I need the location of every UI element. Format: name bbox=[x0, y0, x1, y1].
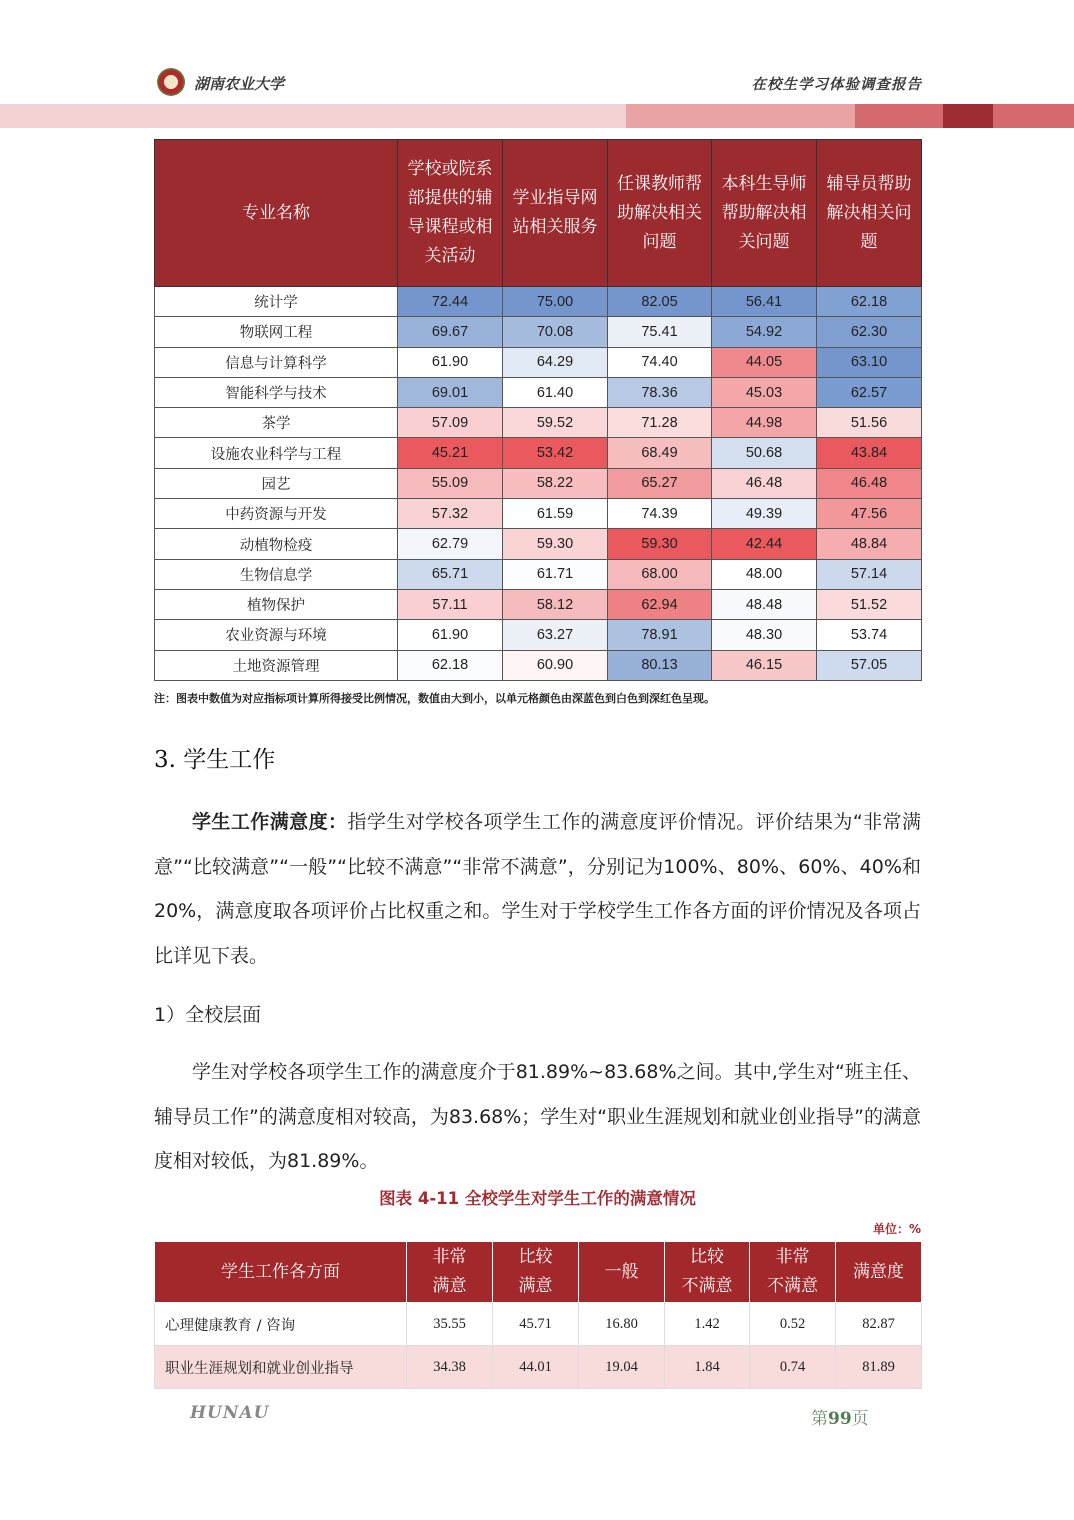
heat-cell: 45.03 bbox=[712, 377, 817, 407]
page-header bbox=[0, 0, 1074, 130]
heat-cell: 65.71 bbox=[398, 559, 503, 589]
row-label: 生物信息学 bbox=[155, 559, 398, 589]
table-row bbox=[155, 620, 922, 650]
heat-cell: 59.30 bbox=[608, 529, 712, 559]
column-header-line: 不满意 bbox=[767, 1276, 818, 1296]
header-band bbox=[0, 104, 626, 128]
heat-cell: 54.92 bbox=[712, 317, 817, 347]
row-label: 信息与计算科学 bbox=[155, 347, 398, 377]
table-row bbox=[155, 347, 922, 377]
column-header: 任课教师帮助解决相关问题 bbox=[608, 140, 712, 287]
heat-cell: 51.56 bbox=[817, 408, 922, 438]
heat-cell: 68.00 bbox=[608, 559, 712, 589]
column-header-line: 比较 bbox=[518, 1247, 553, 1267]
heat-cell: 62.18 bbox=[398, 650, 503, 680]
column-header: 专业名称 bbox=[155, 140, 398, 287]
table-row bbox=[155, 1303, 922, 1346]
column-header-line: 比较 bbox=[690, 1247, 724, 1267]
row-label: 职业生涯规划和就业创业指导 bbox=[155, 1346, 407, 1389]
heat-cell: 68.49 bbox=[608, 438, 712, 468]
table-header-row bbox=[155, 140, 922, 287]
heat-cell: 62.18 bbox=[817, 287, 922, 317]
definition-text: 指学生对学校各项学生工作的满意度评价情况。评价结果为“非常满意”“比较满意”“一般”“比较不满意”“非常不满意”，分别记为100%、80%、60%、40%和20%，满意度取各项评价占比权重之和。学生对于学校学生工作各方面的评价情况及各项占比详见下表。 bbox=[154, 811, 921, 967]
header-band bbox=[626, 104, 855, 128]
heat-cell: 61.40 bbox=[503, 377, 608, 407]
table-cell: 82.87 bbox=[836, 1303, 922, 1346]
header-report-title: 在校生学习体验调查报告 bbox=[751, 77, 922, 93]
row-label: 设施农业科学与工程 bbox=[155, 438, 398, 468]
column-header: 学业指导网站相关服务 bbox=[503, 140, 608, 287]
column-header-line: 满意 bbox=[518, 1276, 553, 1296]
heat-cell: 65.27 bbox=[608, 468, 712, 498]
table-row bbox=[155, 650, 922, 680]
table-caption: 图表 4-11 全校学生对学生工作的满意情况 bbox=[379, 1189, 696, 1208]
heat-cell: 48.00 bbox=[712, 559, 817, 589]
heat-cell: 63.27 bbox=[503, 620, 608, 650]
heat-cell: 51.52 bbox=[817, 589, 922, 619]
heat-cell: 61.90 bbox=[398, 347, 503, 377]
table-cell: 1.42 bbox=[665, 1303, 750, 1346]
table-row bbox=[155, 1346, 922, 1389]
heat-cell: 71.28 bbox=[608, 408, 712, 438]
heat-cell: 56.41 bbox=[712, 287, 817, 317]
heat-cell: 49.39 bbox=[712, 499, 817, 529]
heat-cell: 59.52 bbox=[503, 408, 608, 438]
university-logo-icon bbox=[157, 68, 185, 96]
page-number bbox=[811, 1404, 869, 1429]
column-header: 本科生导师帮助解决相关问题 bbox=[712, 140, 817, 287]
table-row bbox=[155, 589, 922, 619]
heat-cell: 78.91 bbox=[608, 620, 712, 650]
heat-cell: 69.01 bbox=[398, 377, 503, 407]
row-label: 植物保护 bbox=[155, 589, 398, 619]
heat-cell: 80.13 bbox=[608, 650, 712, 680]
heat-cell: 46.15 bbox=[712, 650, 817, 680]
subsection-title: 1）全校层面 bbox=[154, 1004, 262, 1026]
heat-cell: 63.10 bbox=[817, 347, 922, 377]
footer-logo-text: HUNAU bbox=[190, 1403, 270, 1423]
heat-cell: 64.29 bbox=[503, 347, 608, 377]
heat-cell: 59.30 bbox=[503, 529, 608, 559]
heat-cell: 78.36 bbox=[608, 377, 712, 407]
column-header bbox=[750, 1242, 836, 1303]
heat-cell: 48.30 bbox=[712, 620, 817, 650]
heat-cell: 47.56 bbox=[817, 499, 922, 529]
table-cell: 81.89 bbox=[836, 1346, 922, 1389]
table-row bbox=[155, 408, 922, 438]
paragraph-summary: 学生对学校各项学生工作的满意度介于81.89%~83.68%之间。其中,学生对“班主任、辅导员工作”的满意度相对较高，为83.68%；学生对“职业生涯规划和就业创业指导”的满意度相对较低，为81.89%。 bbox=[154, 1061, 921, 1172]
column-header bbox=[493, 1242, 579, 1303]
table-header-row bbox=[155, 1242, 922, 1303]
column-header: 学生工作各方面 bbox=[155, 1242, 407, 1303]
table-cell: 45.71 bbox=[493, 1303, 579, 1346]
heat-cell: 42.44 bbox=[712, 529, 817, 559]
column-header-line: 满意 bbox=[432, 1276, 467, 1296]
column-header: 学校或院系部提供的辅导课程或相关活动 bbox=[398, 140, 503, 287]
table-note: 注：图表中数值为对应指标项计算所得接受比例情况，数值由大到小，以单元格颜色由深蓝色到白色到深红色呈现。 bbox=[154, 692, 715, 705]
table-unit: 单位：% bbox=[872, 1222, 921, 1236]
heat-cell: 55.09 bbox=[398, 468, 503, 498]
major-heat-table bbox=[154, 139, 922, 681]
heat-cell: 61.71 bbox=[503, 559, 608, 589]
heat-cell: 48.48 bbox=[712, 589, 817, 619]
row-label: 土地资源管理 bbox=[155, 650, 398, 680]
heat-cell: 44.05 bbox=[712, 347, 817, 377]
table-cell: 0.52 bbox=[750, 1303, 836, 1346]
column-header-line: 非常 bbox=[775, 1247, 810, 1267]
table-row bbox=[155, 499, 922, 529]
header-band bbox=[993, 104, 1074, 128]
heat-cell: 62.79 bbox=[398, 529, 503, 559]
column-header: 一般 bbox=[579, 1242, 665, 1303]
table-row bbox=[155, 438, 922, 468]
page-suffix: 页 bbox=[851, 1409, 869, 1429]
row-label: 心理健康教育 / 咨询 bbox=[155, 1303, 407, 1346]
table-row bbox=[155, 377, 922, 407]
page-number-value: 99 bbox=[828, 1409, 852, 1429]
definition-term: 学生工作满意度： bbox=[192, 811, 348, 833]
table-cell: 1.84 bbox=[665, 1346, 750, 1389]
column-header-line: 不满意 bbox=[681, 1276, 733, 1296]
header-band bbox=[855, 104, 943, 128]
heat-cell: 58.12 bbox=[503, 589, 608, 619]
table-row bbox=[155, 559, 922, 589]
row-label: 统计学 bbox=[155, 287, 398, 317]
header-band bbox=[943, 104, 993, 128]
row-label: 动植物检疫 bbox=[155, 529, 398, 559]
column-header bbox=[407, 1242, 493, 1303]
row-label: 中药资源与开发 bbox=[155, 499, 398, 529]
heat-cell: 58.22 bbox=[503, 468, 608, 498]
table-row bbox=[155, 317, 922, 347]
heat-cell: 62.57 bbox=[817, 377, 922, 407]
heat-cell: 61.59 bbox=[503, 499, 608, 529]
row-label: 农业资源与环境 bbox=[155, 620, 398, 650]
section-title: 3. 学生工作 bbox=[154, 747, 276, 773]
table-cell: 0.74 bbox=[750, 1346, 836, 1389]
row-label: 物联网工程 bbox=[155, 317, 398, 347]
column-header: 辅导员帮助解决相关问题 bbox=[817, 140, 922, 287]
heat-cell: 74.40 bbox=[608, 347, 712, 377]
header-university-name: 湖南农业大学 bbox=[194, 75, 285, 93]
heat-cell: 53.74 bbox=[817, 620, 922, 650]
column-header-line: 非常 bbox=[432, 1247, 467, 1267]
row-label: 园艺 bbox=[155, 468, 398, 498]
paragraph-definition bbox=[154, 800, 921, 978]
satisfaction-table bbox=[154, 1241, 922, 1389]
table-cell: 16.80 bbox=[579, 1303, 665, 1346]
heat-cell: 60.90 bbox=[503, 650, 608, 680]
table-cell: 44.01 bbox=[493, 1346, 579, 1389]
heat-cell: 69.67 bbox=[398, 317, 503, 347]
column-header: 满意度 bbox=[836, 1242, 922, 1303]
heat-cell: 44.98 bbox=[712, 408, 817, 438]
heat-cell: 70.08 bbox=[503, 317, 608, 347]
table-row bbox=[155, 287, 922, 317]
heat-cell: 72.44 bbox=[398, 287, 503, 317]
heat-cell: 57.05 bbox=[817, 650, 922, 680]
heat-cell: 50.68 bbox=[712, 438, 817, 468]
table-row bbox=[155, 468, 922, 498]
heat-cell: 75.00 bbox=[503, 287, 608, 317]
row-label: 智能科学与技术 bbox=[155, 377, 398, 407]
page-prefix: 第 bbox=[811, 1409, 828, 1429]
heat-cell: 57.32 bbox=[398, 499, 503, 529]
heat-cell: 46.48 bbox=[712, 468, 817, 498]
heat-cell: 57.09 bbox=[398, 408, 503, 438]
heat-cell: 75.41 bbox=[608, 317, 712, 347]
column-header bbox=[665, 1242, 750, 1303]
table-cell: 34.38 bbox=[407, 1346, 493, 1389]
heat-cell: 45.21 bbox=[398, 438, 503, 468]
heat-cell: 46.48 bbox=[817, 468, 922, 498]
heat-cell: 57.11 bbox=[398, 589, 503, 619]
heat-cell: 74.39 bbox=[608, 499, 712, 529]
heat-cell: 62.30 bbox=[817, 317, 922, 347]
table-row bbox=[155, 529, 922, 559]
heat-cell: 82.05 bbox=[608, 287, 712, 317]
heat-cell: 48.84 bbox=[817, 529, 922, 559]
heat-cell: 62.94 bbox=[608, 589, 712, 619]
heat-cell: 61.90 bbox=[398, 620, 503, 650]
heat-cell: 57.14 bbox=[817, 559, 922, 589]
heat-cell: 43.84 bbox=[817, 438, 922, 468]
table-cell: 19.04 bbox=[579, 1346, 665, 1389]
heat-cell: 53.42 bbox=[503, 438, 608, 468]
table-cell: 35.55 bbox=[407, 1303, 493, 1346]
row-label: 茶学 bbox=[155, 408, 398, 438]
